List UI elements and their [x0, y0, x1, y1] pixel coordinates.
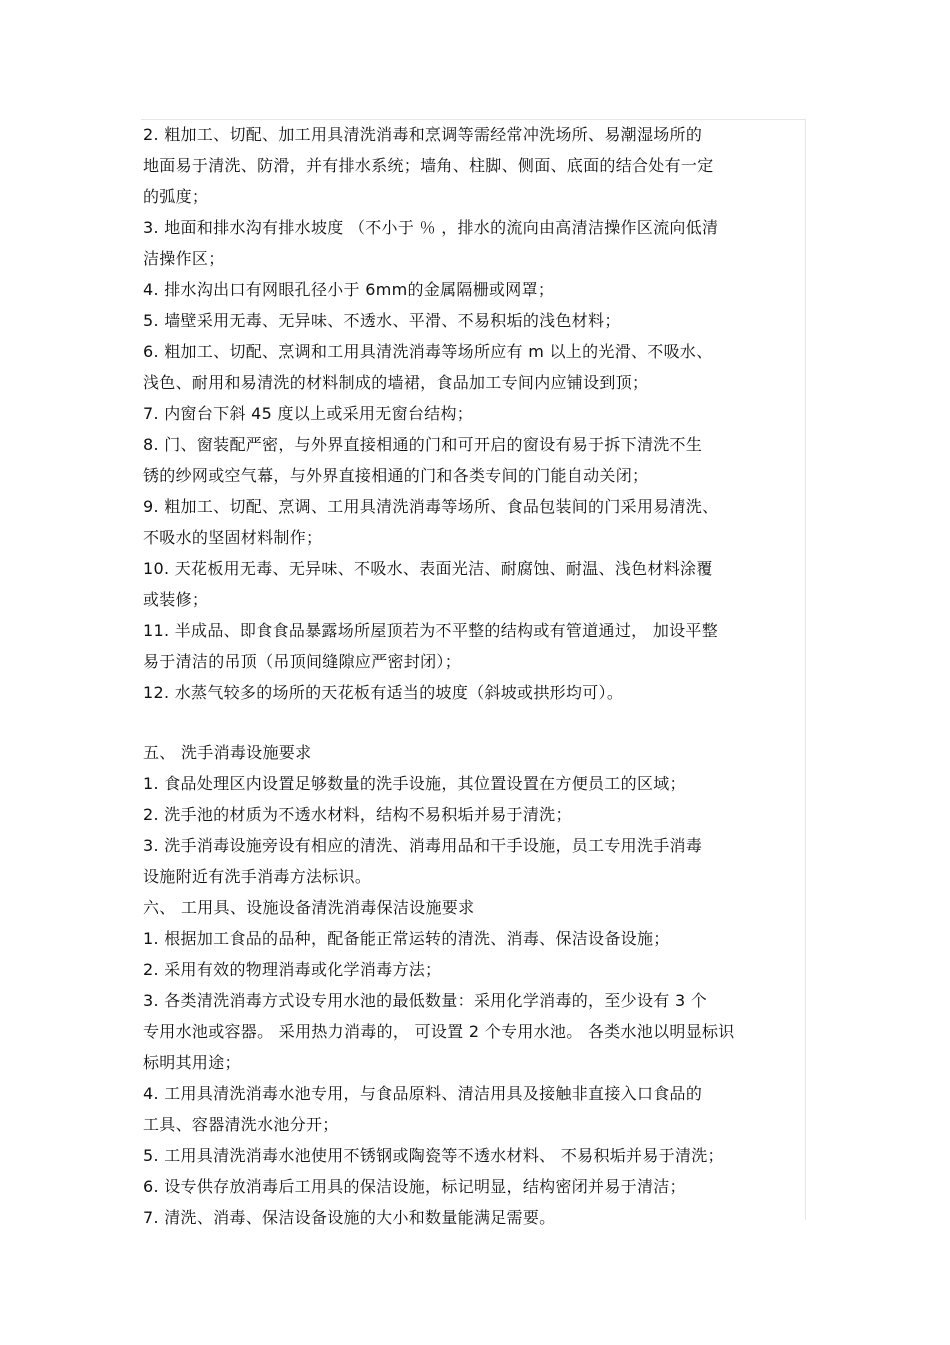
- text-line: 工具、容器清洗水池分开；: [143, 1115, 339, 1134]
- section-heading: 六、 工用具、设施设备清洗消毒保洁设施要求: [143, 898, 475, 917]
- section-heading: 五、 洗手消毒设施要求: [143, 743, 312, 762]
- text-line: 4. 排水沟出口有网眼孔径小于 6mm的金属隔栅或网罩；: [143, 280, 555, 299]
- text-line: 专用水池或容器。 采用热力消毒的， 可设置 2 个专用水池。 各类水池以明显标识: [143, 1022, 735, 1041]
- text-line: 设施附近有洗手消毒方法标识。: [143, 867, 372, 886]
- text-line: 8. 门、窗装配严密，与外界直接相通的门和可开启的窗设有易于拆下清洗不生: [143, 435, 703, 454]
- text-line: 不吸水的坚固材料制作；: [143, 528, 323, 547]
- text-line: 浅色、耐用和易清洗的材料制成的墙裙，食品加工专间内应铺设到顶；: [143, 373, 649, 392]
- text-line: 7. 清洗、消毒、保洁设备设施的大小和数量能满足需要。: [143, 1208, 556, 1227]
- text-line: 或装修；: [143, 590, 209, 609]
- text-line: 易于清洁的吊顶（吊顶间缝隙应严密封闭）；: [143, 652, 462, 671]
- text-line: 3. 地面和排水沟有排水坡度 （不小于 ％ ，排水的流向由高清洁操作区流向低清: [143, 218, 719, 237]
- text-line: 6. 粗加工、切配、烹调和工用具清洗消毒等场所应有 m 以上的光滑、不吸水、: [143, 342, 713, 361]
- text-line: 地面易于清洗、防滑，并有排水系统；墙角、柱脚、侧面、底面的结合处有一定: [143, 156, 714, 175]
- text-line: 5. 墙壁采用无毒、无异味、不透水、平滑、不易积垢的浅色材料；: [143, 311, 621, 330]
- text-line: 3. 各类清洗消毒方式设专用水池的最低数量：采用化学消毒的，至少设有 3 个: [143, 991, 708, 1010]
- text-line: 4. 工用具清洗消毒水池专用，与食品原料、清洁用具及接触非直接入口食品的: [143, 1084, 703, 1103]
- text-line: 12. 水蒸气较多的场所的天花板有适当的坡度（斜坡或拱形均可）。: [143, 683, 624, 702]
- text-line: 7. 内窗台下斜 45 度以上或采用无窗台结构；: [143, 404, 474, 423]
- text-line: 9. 粗加工、切配、烹调、工用具清洗消毒等场所、食品包装间的门采用易清洗、: [143, 497, 719, 516]
- text-line: 11. 半成品、即食食品暴露场所屋顶若为不平整的结构或有管道通过， 加设平整: [143, 621, 719, 640]
- text-line: 洁操作区；: [143, 249, 225, 268]
- text-line: 2. 粗加工、切配、加工用具清洗消毒和烹调等需经常冲洗场所、易潮湿场所的: [143, 125, 703, 144]
- document-body: [143, 119, 807, 1233]
- text-line: 2. 采用有效的物理消毒或化学消毒方法；: [143, 960, 442, 979]
- text-line: 1. 根据加工食品的品种，配备能正常运转的清洗、消毒、保洁设备设施；: [143, 929, 670, 948]
- text-line: 5. 工用具清洗消毒水池使用不锈钢或陶瓷等不透水材料、 不易积垢并易于清洗；: [143, 1146, 724, 1165]
- text-line: 锈的纱网或空气幕，与外界直接相通的门和各类专间的门能自动关闭；: [143, 466, 649, 485]
- text-line: 标明其用途；: [143, 1053, 241, 1072]
- text-line: 2. 洗手池的材质为不透水材料，结构不易积垢并易于清洗；: [143, 805, 572, 824]
- text-line: 6. 设专供存放消毒后工用具的保洁设施，标记明显，结构密闭并易于清洁；: [143, 1177, 686, 1196]
- text-line: 10. 天花板用无毒、无异味、不吸水、表面光洁、耐腐蚀、耐温、浅色材料涂覆: [143, 559, 713, 578]
- text-line: 1. 食品处理区内设置足够数量的洗手设施，其位置设置在方便员工的区域；: [143, 774, 686, 793]
- text-line: 的弧度；: [143, 187, 209, 206]
- section-gap: [143, 708, 807, 737]
- text-line: 3. 洗手消毒设施旁设有相应的清洗、消毒用品和干手设施，员工专用洗手消毒: [143, 836, 703, 855]
